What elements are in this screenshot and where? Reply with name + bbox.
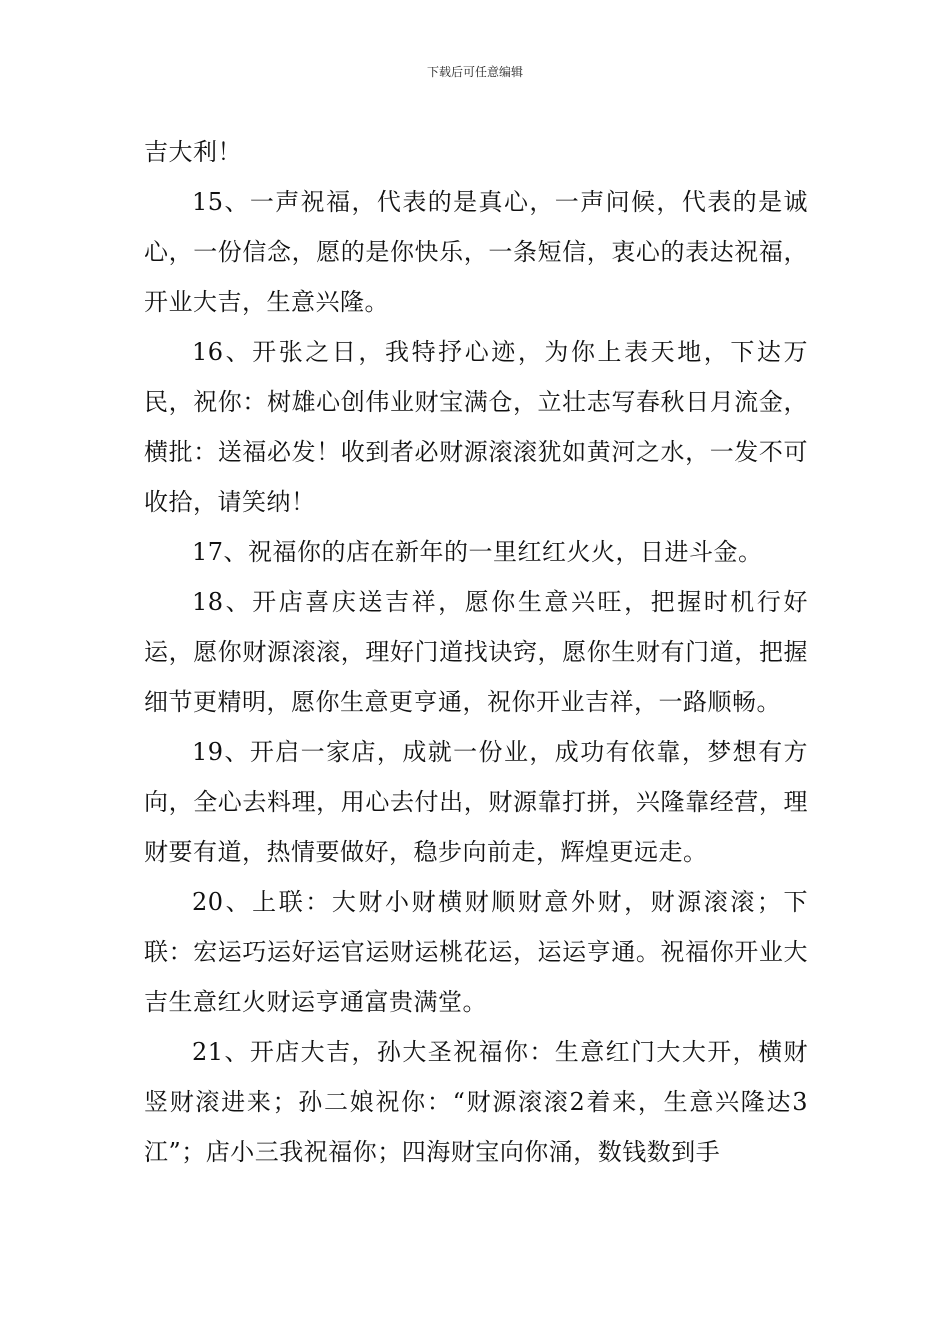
paragraph-20: 20、上联：大财小财横财顺财意外财，财源滚滚；下联：宏运巧运好运官运财运桃花运，运运亨通。祝福你开业大吉生意红火财运亨通富贵满堂。 [144, 888, 808, 1016]
page-header-note: 下载后可任意编辑 [426, 65, 523, 79]
paragraph-17: 17、祝福你的店在新年的一里红红火火，日进斗金。 [192, 538, 763, 566]
paragraph-16: 16、开张之日，我特抒心迹，为你上表天地，下达万民，祝你：树雄心创伟业财宝满仓，立壮志写春秋日月流金，横批：送福必发！收到者必财源滚滚犹如黄河之水，一发不可收拾，请笑纳！ [144, 338, 808, 516]
paragraph-continuation: 吉大利！ [144, 138, 242, 166]
paragraph-18: 18、开店喜庆送吉祥，愿你生意兴旺，把握时机行好运，愿你财源滚滚，理好门道找诀窍，愿你生财有门道，把握细节更精明，愿你生意更亨通，祝你开业吉祥，一路顺畅。 [144, 588, 808, 716]
paragraph-19: 19、开启一家店，成就一份业，成功有依靠，梦想有方向，全心去料理，用心去付出，财源靠打拼，兴隆靠经营，理财要有道，热情要做好，稳步向前走，辉煌更远走。 [144, 738, 808, 866]
paragraph-15: 15、一声祝福，代表的是真心，一声问候，代表的是诚心，一份信念，愿的是你快乐，一条短信，衷心的表达祝福，开业大吉，生意兴隆。 [144, 188, 808, 316]
document-body [144, 127, 808, 1177]
paragraph-21: 21、开店大吉，孙大圣祝福你：生意红门大大开，横财竖财滚进来；孙二娘祝你：“财源滚滚2着来，生意兴隆达3江”；店小三我祝福你；四海财宝向你涌，数钱数到手 [144, 1038, 808, 1166]
